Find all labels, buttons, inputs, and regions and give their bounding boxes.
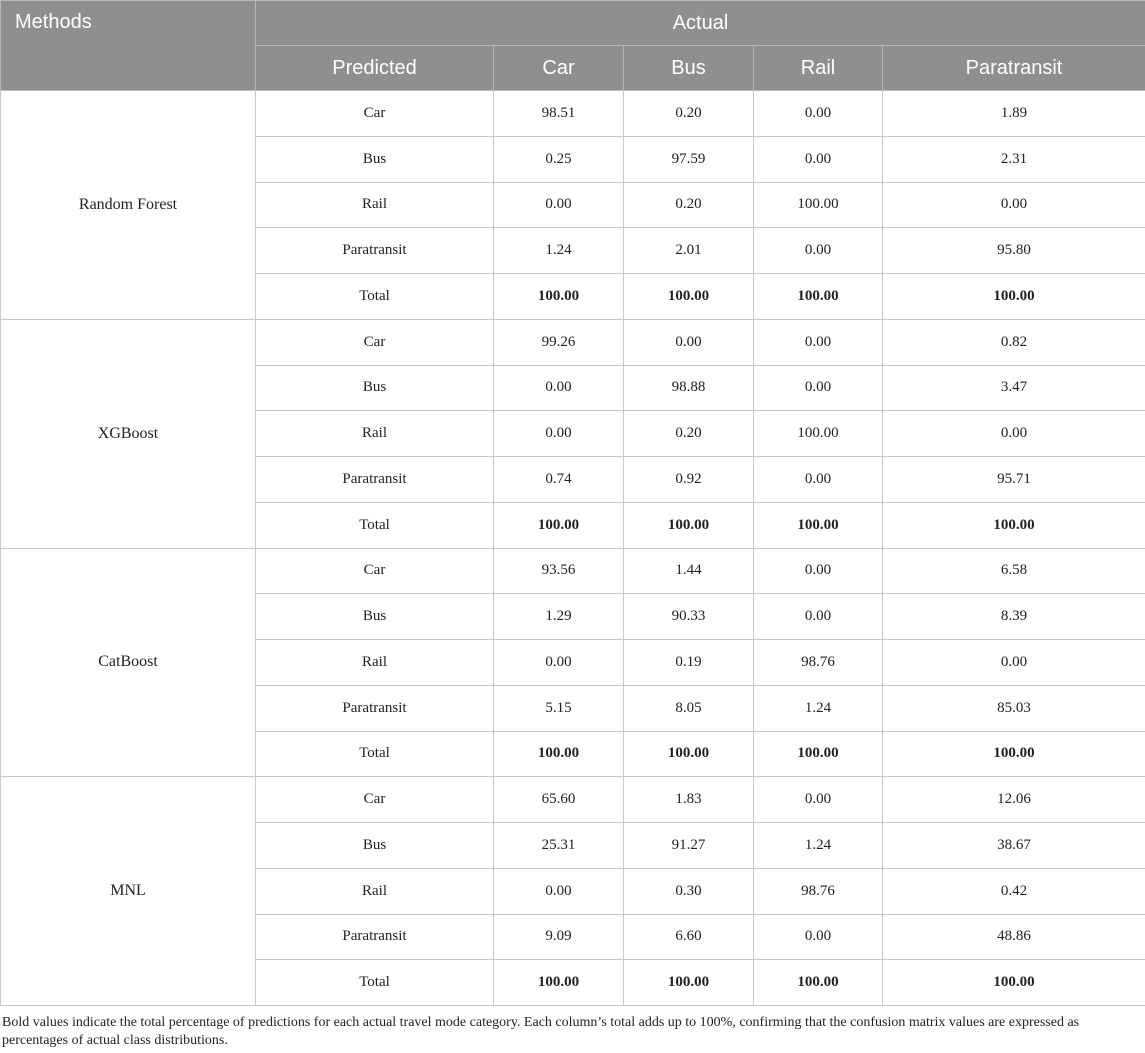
value-cell: 100.00 bbox=[754, 411, 883, 457]
predicted-class-cell: Bus bbox=[256, 823, 494, 869]
value-cell: 38.67 bbox=[883, 823, 1145, 869]
column-header-bus: Bus bbox=[624, 46, 754, 91]
value-cell: 98.76 bbox=[754, 640, 883, 686]
table-row bbox=[1, 777, 1145, 823]
value-cell: 65.60 bbox=[494, 777, 624, 823]
predicted-class-cell: Rail bbox=[256, 411, 494, 457]
value-cell: 0.00 bbox=[494, 182, 624, 228]
value-cell: 25.31 bbox=[494, 823, 624, 869]
predicted-class-cell: Rail bbox=[256, 182, 494, 228]
value-cell: 100.00 bbox=[754, 274, 883, 320]
predicted-class-cell: Car bbox=[256, 91, 494, 137]
value-cell: 0.42 bbox=[883, 868, 1145, 914]
value-cell: 100.00 bbox=[624, 502, 754, 548]
value-cell: 0.25 bbox=[494, 136, 624, 182]
method-name-cell: MNL bbox=[1, 777, 256, 1006]
value-cell: 0.20 bbox=[624, 91, 754, 137]
value-cell: 0.00 bbox=[754, 319, 883, 365]
value-cell: 0.00 bbox=[494, 411, 624, 457]
value-cell: 0.00 bbox=[754, 457, 883, 503]
value-cell: 100.00 bbox=[754, 502, 883, 548]
value-cell: 100.00 bbox=[754, 731, 883, 777]
value-cell: 6.58 bbox=[883, 548, 1145, 594]
value-cell: 1.83 bbox=[624, 777, 754, 823]
value-cell: 95.71 bbox=[883, 457, 1145, 503]
value-cell: 0.00 bbox=[494, 640, 624, 686]
value-cell: 0.00 bbox=[754, 777, 883, 823]
value-cell: 8.39 bbox=[883, 594, 1145, 640]
value-cell: 93.56 bbox=[494, 548, 624, 594]
value-cell: 1.89 bbox=[883, 91, 1145, 137]
predicted-class-cell: Bus bbox=[256, 136, 494, 182]
value-cell: 100.00 bbox=[494, 502, 624, 548]
value-cell: 0.92 bbox=[624, 457, 754, 503]
value-cell: 97.59 bbox=[624, 136, 754, 182]
value-cell: 6.60 bbox=[624, 914, 754, 960]
table-header bbox=[1, 1, 1145, 91]
predicted-class-cell: Bus bbox=[256, 594, 494, 640]
value-cell: 0.00 bbox=[754, 548, 883, 594]
value-cell: 0.00 bbox=[494, 868, 624, 914]
table-row bbox=[1, 319, 1145, 365]
value-cell: 1.24 bbox=[754, 823, 883, 869]
predicted-class-cell: Paratransit bbox=[256, 914, 494, 960]
predicted-class-cell: Paratransit bbox=[256, 457, 494, 503]
predicted-class-cell: Car bbox=[256, 548, 494, 594]
value-cell: 98.76 bbox=[754, 868, 883, 914]
value-cell: 100.00 bbox=[754, 960, 883, 1006]
value-cell: 9.09 bbox=[494, 914, 624, 960]
column-header-paratransit: Paratransit bbox=[883, 46, 1145, 91]
value-cell: 0.00 bbox=[494, 365, 624, 411]
value-cell: 2.31 bbox=[883, 136, 1145, 182]
value-cell: 0.30 bbox=[624, 868, 754, 914]
value-cell: 0.00 bbox=[754, 136, 883, 182]
value-cell: 85.03 bbox=[883, 685, 1145, 731]
predicted-class-cell: Bus bbox=[256, 365, 494, 411]
value-cell: 100.00 bbox=[494, 274, 624, 320]
value-cell: 100.00 bbox=[624, 274, 754, 320]
predicted-header: Predicted bbox=[256, 46, 494, 91]
value-cell: 8.05 bbox=[624, 685, 754, 731]
actual-header: Actual bbox=[256, 1, 1145, 46]
value-cell: 100.00 bbox=[624, 960, 754, 1006]
value-cell: 100.00 bbox=[754, 182, 883, 228]
value-cell: 0.00 bbox=[883, 640, 1145, 686]
table-footnote: Bold values indicate the total percentage of predictions for each actual travel mode category. Each column’s total adds up to 100%, confirming that the confusion matrix values are expressed as percentages of actual class distributions. bbox=[2, 1015, 1080, 1048]
value-cell: 0.00 bbox=[754, 914, 883, 960]
value-cell: 90.33 bbox=[624, 594, 754, 640]
table-body bbox=[1, 91, 1145, 1006]
value-cell: 100.00 bbox=[883, 960, 1145, 1006]
predicted-class-cell: Total bbox=[256, 731, 494, 777]
value-cell: 0.20 bbox=[624, 182, 754, 228]
value-cell: 12.06 bbox=[883, 777, 1145, 823]
methods-header: Methods bbox=[1, 1, 256, 91]
value-cell: 0.20 bbox=[624, 411, 754, 457]
value-cell: 0.00 bbox=[754, 91, 883, 137]
value-cell: 0.00 bbox=[754, 594, 883, 640]
value-cell: 99.26 bbox=[494, 319, 624, 365]
predicted-class-cell: Total bbox=[256, 274, 494, 320]
value-cell: 98.88 bbox=[624, 365, 754, 411]
value-cell: 3.47 bbox=[883, 365, 1145, 411]
value-cell: 0.00 bbox=[754, 365, 883, 411]
predicted-class-cell: Car bbox=[256, 319, 494, 365]
table-row bbox=[1, 91, 1145, 137]
header-row-top bbox=[1, 1, 1145, 46]
predicted-class-cell: Rail bbox=[256, 868, 494, 914]
predicted-class-cell: Rail bbox=[256, 640, 494, 686]
value-cell: 0.19 bbox=[624, 640, 754, 686]
value-cell: 1.44 bbox=[624, 548, 754, 594]
value-cell: 0.00 bbox=[754, 228, 883, 274]
predicted-class-cell: Paratransit bbox=[256, 228, 494, 274]
value-cell: 100.00 bbox=[883, 731, 1145, 777]
value-cell: 95.80 bbox=[883, 228, 1145, 274]
value-cell: 2.01 bbox=[624, 228, 754, 274]
value-cell: 100.00 bbox=[494, 731, 624, 777]
value-cell: 0.00 bbox=[883, 411, 1145, 457]
column-header-rail: Rail bbox=[754, 46, 883, 91]
table-row bbox=[1, 548, 1145, 594]
value-cell: 48.86 bbox=[883, 914, 1145, 960]
value-cell: 100.00 bbox=[883, 274, 1145, 320]
value-cell: 5.15 bbox=[494, 685, 624, 731]
predicted-class-cell: Total bbox=[256, 960, 494, 1006]
value-cell: 0.00 bbox=[624, 319, 754, 365]
predicted-class-cell: Paratransit bbox=[256, 685, 494, 731]
value-cell: 91.27 bbox=[624, 823, 754, 869]
value-cell: 100.00 bbox=[624, 731, 754, 777]
method-name-cell: CatBoost bbox=[1, 548, 256, 777]
value-cell: 0.00 bbox=[883, 182, 1145, 228]
value-cell: 100.00 bbox=[883, 502, 1145, 548]
method-name-cell: Random Forest bbox=[1, 91, 256, 320]
value-cell: 1.24 bbox=[494, 228, 624, 274]
value-cell: 100.00 bbox=[494, 960, 624, 1006]
value-cell: 1.24 bbox=[754, 685, 883, 731]
method-name-cell: XGBoost bbox=[1, 319, 256, 548]
column-header-car: Car bbox=[494, 46, 624, 91]
predicted-class-cell: Car bbox=[256, 777, 494, 823]
value-cell: 98.51 bbox=[494, 91, 624, 137]
value-cell: 1.29 bbox=[494, 594, 624, 640]
value-cell: 0.74 bbox=[494, 457, 624, 503]
predicted-class-cell: Total bbox=[256, 502, 494, 548]
value-cell: 0.82 bbox=[883, 319, 1145, 365]
